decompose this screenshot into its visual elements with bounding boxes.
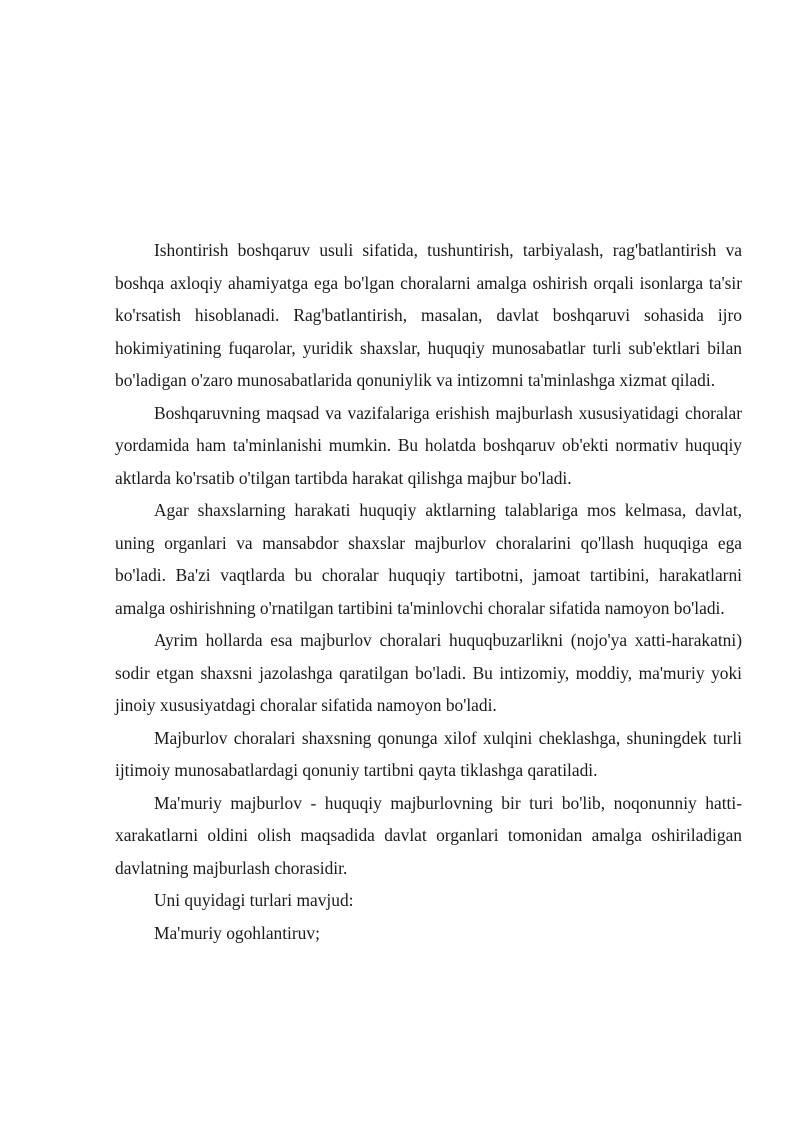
- paragraph-boshqaruvning-maqsad: Boshqaruvning maqsad va vazifalariga erishish majburlash xususiyatidagi choralar yordamida ham ta'minlanishi mumkin. Bu holatda boshqaruv ob'ekti normativ huquqiy aktlarda ko'rsatib o'tilgan tartibda harakat qilishga majbur bo'ladi.: [115, 402, 742, 488]
- paragraph-agar-shaxslarning: Agar shaxslarning harakati huquqiy aktlarning talablariga mos kelmasa, davlat, uning organlari va mansabdor shaxslar majburlov choralarini qo'llash huquqiga ega bo'ladi. Ba'zi vaqtlarda bu choralar huquqiy tartibotni, jamoat tartibini, harakatlarni amalga oshirishning o'rnatilgan tartibini ta'minlovchi choralar sifatida namoyon bo'ladi.: [115, 500, 742, 618]
- paragraph-turlari-intro: Uni quyidagi turlari mavjud:: [154, 890, 354, 910]
- paragraph-ishontirish: Ishontirish boshqaruv usuli sifatida, tushuntirish, tarbiyalash, rag'batlantirish va boshqa axloqiy ahamiyatga ega bo'lgan choralarni amalga oshirish orqali isonlarga ta'sir ko'rsatish hisoblanadi. Rag'batlantirish, masalan, davlat boshqaruvi sohasida ijro hokimiyatining fuqarolar, yuridik shaxslar, huquqiy munosabatlar turli sub'ektlari bilan bo'ladigan o'zaro munosabatlarida qonuniylik va intizomni ta'minlashga xizmat qiladi.: [115, 240, 742, 390]
- document-body: [115, 234, 742, 949]
- paragraph-ogohlantiruv: Ma'muriy ogohlantiruv;: [154, 922, 320, 943]
- paragraph-ayrim-hollarda: Ayrim hollarda esa majburlov choralari huquqbuzarlikni (nojo'ya xatti-harakatni) sodir etgan shaxsni jazolashga qaratilgan bo'ladi. Bu intizomiy, moddiy, ma'muriy yoki jinoiy xususiyatdagi choralar sifatida namoyon bo'ladi.: [115, 630, 742, 715]
- paragraph-mamuriy-majburlov: Ma'muriy majburlov - huquqiy majburlovning bir turi bo'lib, noqonunniy hatti-xarakatlarni oldini olish maqsadida davlat organlari tomonidan amalga oshiriladigan davlatning majburlash chorasidir.: [115, 792, 742, 878]
- paragraph-majburlov-choralari: Majburlov choralari shaxsning qonunga xilof xulqini cheklashga, shuningdek turli ijtimoiy munosabatlardagi qonuniy tartibni qayta tiklashga qaratiladi.: [115, 727, 742, 780]
